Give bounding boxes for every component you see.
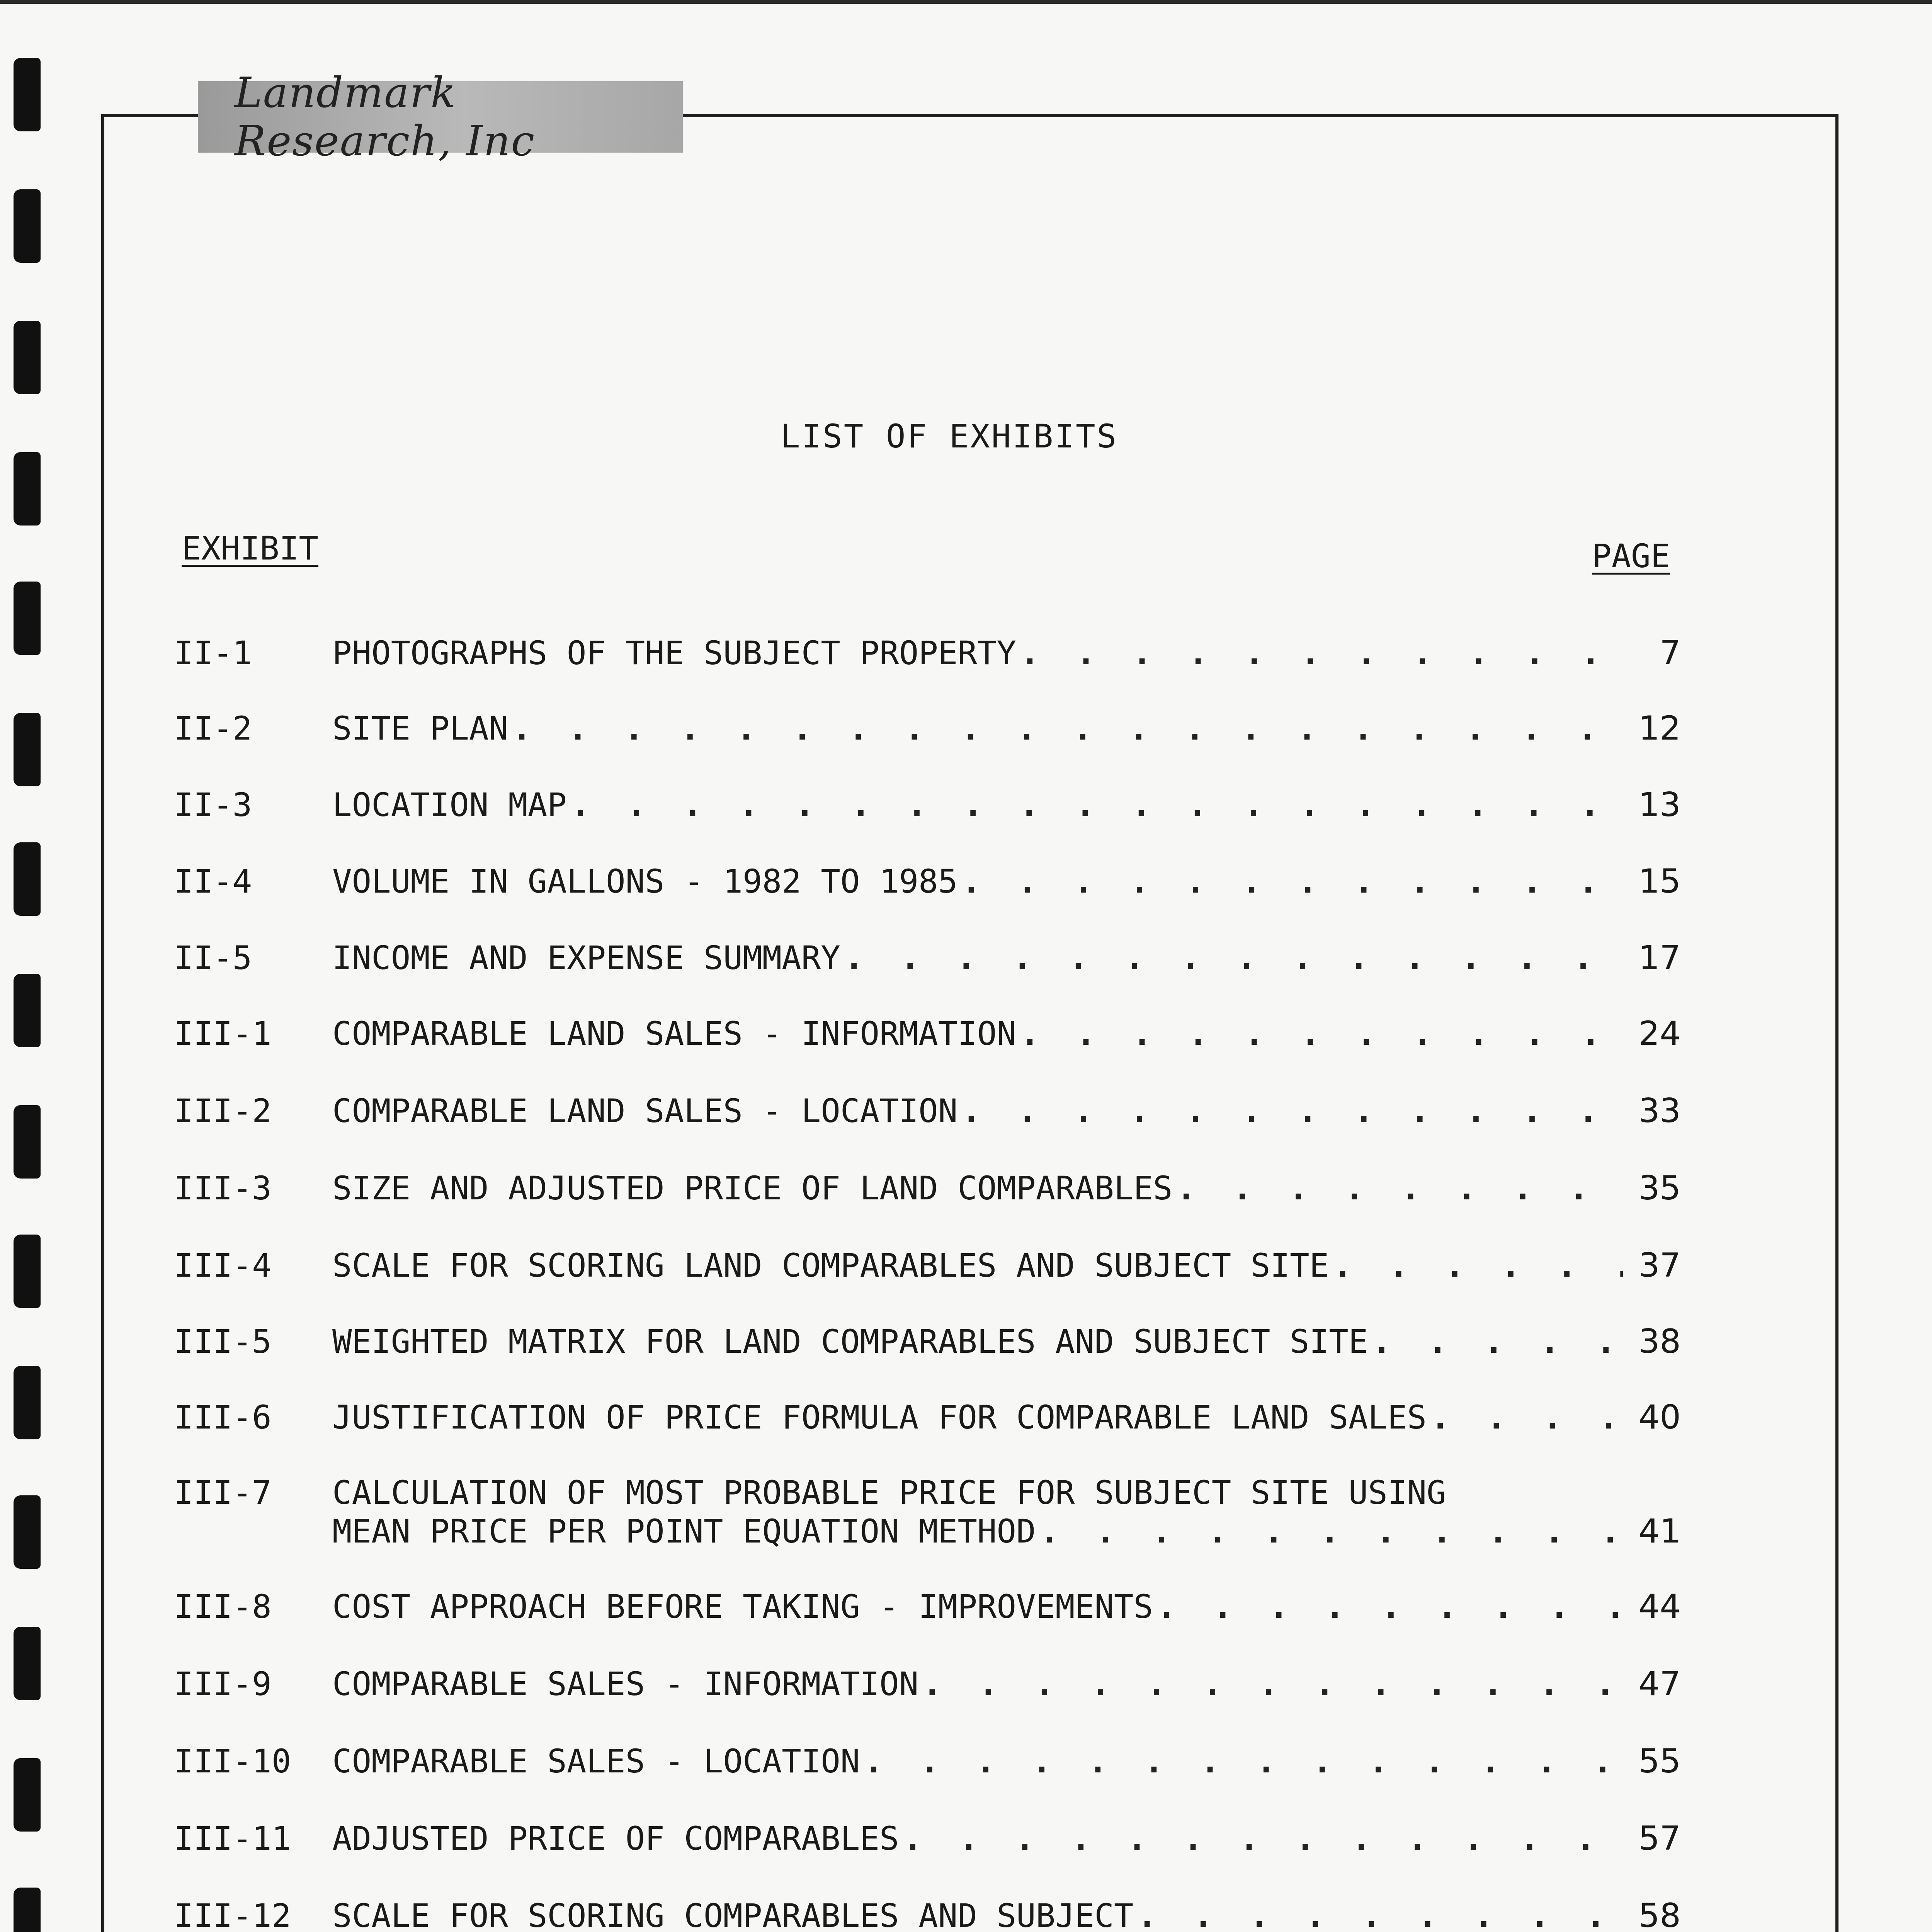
page-ref: 35 — [1638, 1169, 1681, 1208]
binding-hole — [14, 974, 41, 1047]
list-item — [174, 1092, 1681, 1169]
page-ref: 38 — [1638, 1322, 1681, 1361]
page-ref: 55 — [1638, 1742, 1681, 1781]
exhibit-title: COMPARABLE LAND SALES - LOCATION — [332, 1092, 958, 1130]
page-ref: 58 — [1638, 1896, 1681, 1932]
exhibit-column-header: EXHIBIT — [182, 529, 319, 567]
dot-leader — [1372, 1322, 1623, 1361]
page-ref: 40 — [1638, 1398, 1681, 1437]
page-top-edge — [0, 0, 1932, 4]
exhibit-number: III-1 — [174, 1015, 272, 1053]
dot-leader — [1040, 1512, 1623, 1551]
exhibit-number: III-6 — [174, 1398, 272, 1436]
exhibit-title-line-1: CALCULATION OF MOST PROBABLE PRICE FOR SUBJECT SITE USING — [332, 1474, 1446, 1512]
dot-leader — [571, 786, 1623, 824]
binding-hole — [14, 1627, 41, 1700]
binding-hole — [14, 1888, 41, 1932]
list-item — [174, 1246, 1681, 1322]
exhibit-title: COMPARABLE LAND SALES - INFORMATION — [332, 1015, 1017, 1053]
exhibit-title: COST APPROACH BEFORE TAKING - IMPROVEMENTS — [332, 1588, 1153, 1626]
exhibit-number: III-5 — [174, 1323, 272, 1361]
page-ref: 41 — [1638, 1512, 1681, 1551]
binding-hole — [14, 1366, 41, 1439]
dot-leader — [1020, 1014, 1623, 1053]
company-logo — [198, 68, 683, 165]
binding-holes — [14, 58, 50, 1932]
exhibit-title: SCALE FOR SCORING COMPARABLES AND SUBJECT — [332, 1897, 1134, 1932]
exhibit-number: II-1 — [174, 634, 252, 672]
exhibit-title: SCALE FOR SCORING LAND COMPARABLES AND SUBJECT SITE — [332, 1247, 1329, 1284]
binding-hole — [14, 189, 41, 263]
dot-leader — [961, 862, 1623, 901]
page-ref: 44 — [1638, 1587, 1681, 1626]
exhibit-number: III-11 — [174, 1820, 291, 1857]
page-ref: 33 — [1638, 1092, 1681, 1130]
list-item — [174, 939, 1681, 1014]
exhibit-title: JUSTIFICATION OF PRICE FORMULA FOR COMPARABLE LAND SALES — [332, 1398, 1427, 1436]
dot-leader — [512, 709, 1623, 748]
page-ref: 7 — [1660, 634, 1681, 672]
page-ref: 57 — [1638, 1819, 1681, 1858]
list-item — [174, 634, 1681, 709]
dot-leader — [1430, 1398, 1623, 1437]
page-column-header: PAGE — [1592, 537, 1670, 575]
list-item — [174, 786, 1681, 862]
dot-leader — [922, 1665, 1623, 1703]
binding-hole — [14, 582, 41, 655]
logo-text: Landmark Research, Inc — [235, 68, 535, 165]
list-item — [174, 1665, 1681, 1742]
exhibit-number: III-9 — [174, 1665, 272, 1703]
list-item — [174, 1819, 1681, 1896]
exhibit-title: COMPARABLE SALES - INFORMATION — [332, 1665, 919, 1703]
list-item — [174, 1398, 1681, 1473]
list-item — [174, 1587, 1681, 1665]
binding-hole — [14, 321, 41, 394]
exhibit-number: III-2 — [174, 1092, 272, 1130]
dot-leader — [1137, 1896, 1623, 1932]
exhibit-title: INCOME AND EXPENSE SUMMARY — [332, 939, 840, 977]
exhibit-title: PHOTOGRAPHS OF THE SUBJECT PROPERTY — [332, 634, 1017, 672]
page-ref: 47 — [1638, 1665, 1681, 1703]
exhibit-title: SIZE AND ADJUSTED PRICE OF LAND COMPARABLES — [332, 1169, 1173, 1207]
dot-leader — [1177, 1169, 1623, 1208]
binding-hole — [14, 1235, 41, 1308]
dot-leader — [961, 1092, 1623, 1130]
binding-hole — [14, 1758, 41, 1832]
exhibit-number: III-12 — [174, 1897, 291, 1932]
page-ref: 24 — [1638, 1014, 1681, 1053]
page-ref: 12 — [1638, 709, 1681, 748]
binding-hole — [14, 452, 41, 526]
page-ref: 15 — [1638, 862, 1681, 901]
exhibit-number: III-3 — [174, 1169, 272, 1207]
list-item — [174, 1896, 1681, 1932]
exhibit-title: SITE PLAN — [332, 709, 509, 747]
dot-leader — [864, 1742, 1623, 1781]
exhibit-number: III-4 — [174, 1247, 272, 1284]
list-item — [174, 862, 1681, 939]
dot-leader — [844, 939, 1623, 977]
list-item — [174, 1322, 1681, 1398]
exhibit-number: II-5 — [174, 939, 252, 977]
list-item — [174, 1014, 1681, 1092]
binding-hole — [14, 1495, 41, 1569]
binding-hole — [14, 842, 41, 916]
exhibit-number: II-2 — [174, 709, 252, 747]
dot-leader — [1333, 1246, 1623, 1285]
exhibit-title: VOLUME IN GALLONS - 1982 TO 1985 — [332, 862, 958, 900]
page-ref: 17 — [1638, 939, 1681, 977]
exhibit-title: LOCATION MAP — [332, 786, 567, 824]
dot-leader — [1157, 1587, 1623, 1626]
exhibit-title: MEAN PRICE PER POINT EQUATION METHOD — [332, 1512, 1036, 1550]
binding-hole — [14, 58, 41, 131]
exhibit-number: III-8 — [174, 1588, 272, 1626]
page-ref: 37 — [1638, 1246, 1681, 1285]
list-item — [174, 1473, 1681, 1587]
exhibit-number: III-10 — [174, 1742, 291, 1780]
exhibit-number: II-3 — [174, 786, 252, 824]
exhibit-number: III-7 — [174, 1474, 272, 1512]
exhibit-title: WEIGHTED MATRIX FOR LAND COMPARABLES AND SUBJECT SITE — [332, 1323, 1368, 1361]
list-item — [174, 1169, 1681, 1246]
exhibit-title: ADJUSTED PRICE OF COMPARABLES — [332, 1820, 899, 1857]
dot-leader — [903, 1819, 1623, 1858]
page-title: LIST OF EXHIBITS — [781, 417, 1118, 455]
page-ref: 13 — [1638, 786, 1681, 824]
binding-hole — [14, 713, 41, 786]
binding-hole — [14, 1105, 41, 1179]
exhibit-list — [174, 634, 1681, 1932]
exhibit-title: COMPARABLE SALES - LOCATION — [332, 1742, 860, 1780]
dot-leader — [1020, 634, 1623, 672]
list-item — [174, 1742, 1681, 1819]
exhibit-number: II-4 — [174, 862, 252, 900]
list-item — [174, 709, 1681, 786]
